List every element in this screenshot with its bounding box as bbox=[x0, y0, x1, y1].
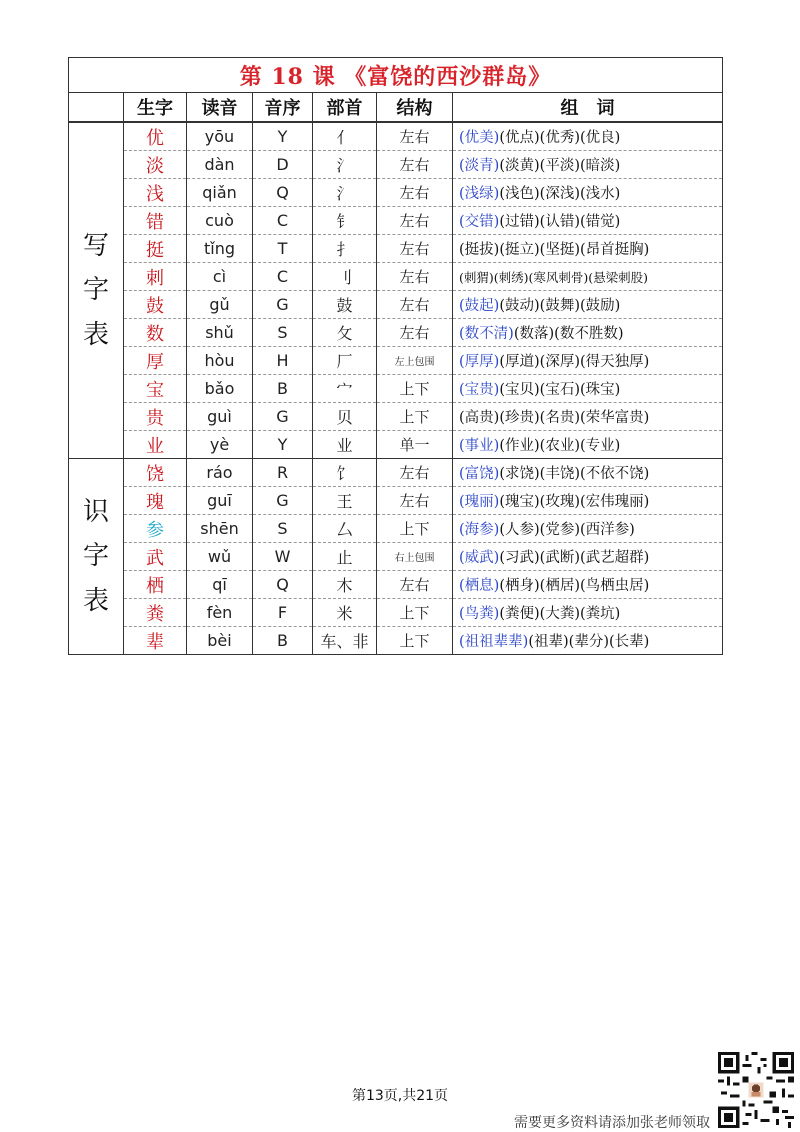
header-pinyin: 读音 bbox=[187, 93, 253, 123]
structure-cell: 上下 bbox=[377, 403, 453, 431]
word-item: (祖祖辈辈) bbox=[459, 634, 529, 650]
word-item: (粪坑) bbox=[579, 606, 621, 622]
table-row bbox=[69, 179, 723, 207]
radical-cell: 厶 bbox=[313, 515, 377, 543]
pinyin-cell: dàn bbox=[187, 151, 253, 179]
initial-letter-cell: G bbox=[253, 403, 313, 431]
word-item: (玫瑰) bbox=[539, 494, 580, 510]
radical-cell: 氵 bbox=[313, 179, 377, 207]
words-cell bbox=[453, 319, 723, 347]
word-item: (优美) bbox=[459, 130, 500, 146]
words-cell bbox=[453, 291, 723, 319]
word-item: (浅绿) bbox=[459, 186, 500, 202]
words-cell bbox=[453, 122, 723, 151]
word-item: (事业) bbox=[459, 438, 500, 454]
vocabulary-table bbox=[68, 57, 723, 655]
word-item: (悬梁刺股) bbox=[588, 269, 649, 285]
initial-letter-cell: Q bbox=[253, 571, 313, 599]
word-item: (数落) bbox=[513, 326, 555, 342]
table-row bbox=[69, 207, 723, 235]
header-blank bbox=[69, 93, 124, 123]
word-item: (高贵) bbox=[459, 410, 500, 426]
word-item: (浅水) bbox=[579, 186, 621, 202]
radical-cell: 厂 bbox=[313, 347, 377, 375]
words-cell bbox=[453, 627, 723, 655]
words-cell bbox=[453, 403, 723, 431]
radical-cell: 车、非 bbox=[313, 627, 377, 655]
structure-cell: 左上包围 bbox=[377, 347, 453, 375]
radical-cell: 王 bbox=[313, 487, 377, 515]
initial-letter-cell: C bbox=[253, 207, 313, 235]
pinyin-cell: yōu bbox=[187, 122, 253, 151]
pinyin-cell: shēn bbox=[187, 515, 253, 543]
pinyin-cell: ráo bbox=[187, 459, 253, 487]
structure-cell: 左右 bbox=[377, 235, 453, 263]
character-cell: 粪 bbox=[124, 599, 187, 627]
qr-code-icon bbox=[718, 1052, 794, 1128]
initial-letter-cell: G bbox=[253, 291, 313, 319]
pinyin-cell: hòu bbox=[187, 347, 253, 375]
pinyin-cell: tǐng bbox=[187, 235, 253, 263]
words-cell bbox=[453, 207, 723, 235]
table-row bbox=[69, 459, 723, 487]
pinyin-cell: guì bbox=[187, 403, 253, 431]
table-row bbox=[69, 319, 723, 347]
word-item: (交错) bbox=[459, 214, 500, 230]
table-row bbox=[69, 263, 723, 291]
table-row bbox=[69, 403, 723, 431]
radical-cell: 钅 bbox=[313, 207, 377, 235]
character-cell: 刺 bbox=[124, 263, 187, 291]
table-row bbox=[69, 347, 723, 375]
character-cell: 淡 bbox=[124, 151, 187, 179]
word-item: (党参) bbox=[539, 522, 580, 538]
table-row bbox=[69, 235, 723, 263]
word-item: (鸟粪) bbox=[459, 606, 500, 622]
structure-cell: 左右 bbox=[377, 179, 453, 207]
word-item: (数不清) bbox=[459, 326, 514, 342]
words-cell bbox=[453, 431, 723, 459]
words-cell bbox=[453, 375, 723, 403]
word-item: (得天独厚) bbox=[579, 354, 650, 370]
header-structure: 结构 bbox=[377, 93, 453, 123]
radical-cell: 刂 bbox=[313, 263, 377, 291]
words-cell bbox=[453, 235, 723, 263]
word-item: (宏伟瑰丽) bbox=[579, 494, 650, 510]
word-item: (鼓起) bbox=[459, 298, 500, 314]
group-label-char: 表 bbox=[82, 585, 109, 616]
word-item: (错觉) bbox=[579, 214, 621, 230]
structure-cell: 上下 bbox=[377, 627, 453, 655]
structure-cell: 左右 bbox=[377, 459, 453, 487]
character-cell: 鼓 bbox=[124, 291, 187, 319]
header-words: 组 词 bbox=[453, 93, 723, 123]
words-cell bbox=[453, 543, 723, 571]
word-item: (过错) bbox=[499, 214, 540, 230]
initial-letter-cell: Y bbox=[253, 431, 313, 459]
word-item: (深浅) bbox=[539, 186, 580, 202]
initial-letter-cell: C bbox=[253, 263, 313, 291]
word-item: (求饶) bbox=[499, 466, 540, 482]
initial-letter-cell: B bbox=[253, 627, 313, 655]
pinyin-cell: cì bbox=[187, 263, 253, 291]
words-cell bbox=[453, 263, 723, 291]
table-row bbox=[69, 599, 723, 627]
structure-cell: 左右 bbox=[377, 571, 453, 599]
word-item: (挺立) bbox=[499, 242, 540, 258]
word-item: (刺猬) bbox=[459, 269, 494, 285]
word-item: (平淡) bbox=[539, 158, 580, 174]
word-item: (作业) bbox=[499, 438, 540, 454]
structure-cell: 右上包围 bbox=[377, 543, 453, 571]
words-cell bbox=[453, 151, 723, 179]
word-item: (习武) bbox=[499, 550, 540, 566]
radical-cell: 鼓 bbox=[313, 291, 377, 319]
word-item: (坚挺) bbox=[539, 242, 580, 258]
word-item: (宝贵) bbox=[459, 382, 500, 398]
word-item: (栖身) bbox=[499, 578, 540, 594]
table-row bbox=[69, 375, 723, 403]
character-cell: 辈 bbox=[124, 627, 187, 655]
words-cell bbox=[453, 515, 723, 543]
words-cell bbox=[453, 487, 723, 515]
initial-letter-cell: S bbox=[253, 515, 313, 543]
structure-cell: 左右 bbox=[377, 487, 453, 515]
initial-letter-cell: R bbox=[253, 459, 313, 487]
radical-cell: 攵 bbox=[313, 319, 377, 347]
word-item: (名贵) bbox=[539, 410, 580, 426]
structure-cell: 左右 bbox=[377, 122, 453, 151]
pinyin-cell: guī bbox=[187, 487, 253, 515]
table-row bbox=[69, 487, 723, 515]
character-cell: 浅 bbox=[124, 179, 187, 207]
character-cell: 业 bbox=[124, 431, 187, 459]
word-item: (优秀) bbox=[539, 130, 580, 146]
word-item: (淡黄) bbox=[499, 158, 540, 174]
table-row bbox=[69, 291, 723, 319]
initial-letter-cell: G bbox=[253, 487, 313, 515]
words-cell bbox=[453, 459, 723, 487]
word-item: (不依不饶) bbox=[579, 466, 650, 482]
character-cell: 栖 bbox=[124, 571, 187, 599]
structure-cell: 上下 bbox=[377, 375, 453, 403]
group-label-char: 字 bbox=[82, 275, 109, 306]
words-cell bbox=[453, 179, 723, 207]
table-row bbox=[69, 627, 723, 655]
pinyin-cell: shǔ bbox=[187, 319, 253, 347]
structure-cell: 左右 bbox=[377, 207, 453, 235]
initial-letter-cell: T bbox=[253, 235, 313, 263]
table-body bbox=[69, 122, 723, 655]
word-item: (珍贵) bbox=[499, 410, 540, 426]
word-item: (厚道) bbox=[499, 354, 540, 370]
structure-cell: 左右 bbox=[377, 151, 453, 179]
initial-letter-cell: B bbox=[253, 375, 313, 403]
pinyin-cell: bǎo bbox=[187, 375, 253, 403]
structure-cell: 左右 bbox=[377, 263, 453, 291]
pinyin-cell: gǔ bbox=[187, 291, 253, 319]
table-row bbox=[69, 151, 723, 179]
structure-cell: 单一 bbox=[377, 431, 453, 459]
group-label-char: 写 bbox=[82, 231, 109, 262]
word-item: (专业) bbox=[579, 438, 621, 454]
radical-cell: 氵 bbox=[313, 151, 377, 179]
initial-letter-cell: Q bbox=[253, 179, 313, 207]
group-label-char: 表 bbox=[82, 319, 109, 350]
words-cell bbox=[453, 571, 723, 599]
word-item: (深厚) bbox=[539, 354, 580, 370]
pinyin-cell: cuò bbox=[187, 207, 253, 235]
footer-note: 需要更多资料请添加张老师领取 bbox=[514, 1115, 710, 1131]
header-radical: 部首 bbox=[313, 93, 377, 123]
structure-cell: 上下 bbox=[377, 599, 453, 627]
initial-letter-cell: H bbox=[253, 347, 313, 375]
structure-cell: 左右 bbox=[377, 319, 453, 347]
radical-cell: 亻 bbox=[313, 122, 377, 151]
group-label bbox=[69, 459, 124, 655]
character-cell: 饶 bbox=[124, 459, 187, 487]
word-item: (栖息) bbox=[459, 578, 500, 594]
word-item: (认错) bbox=[539, 214, 580, 230]
character-cell: 挺 bbox=[124, 235, 187, 263]
initial-letter-cell: Y bbox=[253, 122, 313, 151]
word-item: (栖居) bbox=[539, 578, 580, 594]
word-item: (厚厚) bbox=[459, 354, 500, 370]
radical-cell: 米 bbox=[313, 599, 377, 627]
table-row bbox=[69, 515, 723, 543]
radical-cell: 贝 bbox=[313, 403, 377, 431]
word-item: (宝贝) bbox=[499, 382, 540, 398]
word-item: (优良) bbox=[579, 130, 621, 146]
table-row bbox=[69, 571, 723, 599]
radical-cell: 扌 bbox=[313, 235, 377, 263]
pinyin-cell: fèn bbox=[187, 599, 253, 627]
initial-letter-cell: F bbox=[253, 599, 313, 627]
word-item: (农业) bbox=[539, 438, 580, 454]
word-item: (数不胜数) bbox=[554, 326, 624, 342]
word-item: (刺绣) bbox=[493, 269, 529, 285]
character-cell: 参 bbox=[124, 515, 187, 543]
words-cell bbox=[453, 599, 723, 627]
pinyin-cell: wǔ bbox=[187, 543, 253, 571]
word-item: (淡青) bbox=[459, 158, 500, 174]
word-item: (威武) bbox=[459, 550, 500, 566]
word-item: (寒风刺骨) bbox=[528, 269, 589, 285]
character-cell: 贵 bbox=[124, 403, 187, 431]
word-item: (鸟栖虫居) bbox=[579, 578, 650, 594]
radical-cell: 业 bbox=[313, 431, 377, 459]
word-item: (武艺超群) bbox=[579, 550, 650, 566]
radical-cell: 木 bbox=[313, 571, 377, 599]
page-number: 第13页,共21页 bbox=[351, 1088, 449, 1104]
table-row bbox=[69, 122, 723, 151]
initial-letter-cell: D bbox=[253, 151, 313, 179]
word-item: (鼓动) bbox=[499, 298, 540, 314]
word-item: (西洋参) bbox=[579, 522, 635, 538]
word-item: (大粪) bbox=[539, 606, 580, 622]
character-cell: 错 bbox=[124, 207, 187, 235]
pinyin-cell: bèi bbox=[187, 627, 253, 655]
radical-cell: 宀 bbox=[313, 375, 377, 403]
word-item: (丰饶) bbox=[539, 466, 580, 482]
word-item: (瑰宝) bbox=[499, 494, 540, 510]
character-cell: 厚 bbox=[124, 347, 187, 375]
header-order: 音序 bbox=[253, 93, 313, 123]
table-row bbox=[69, 543, 723, 571]
word-item: (人参) bbox=[499, 522, 540, 538]
word-item: (挺拔) bbox=[459, 242, 500, 258]
group-label-char: 字 bbox=[82, 541, 109, 572]
pinyin-cell: qī bbox=[187, 571, 253, 599]
header-char: 生字 bbox=[124, 93, 187, 123]
word-item: (瑰丽) bbox=[459, 494, 500, 510]
word-item: (昂首挺胸) bbox=[579, 242, 650, 258]
word-item: (荣华富贵) bbox=[579, 410, 650, 426]
word-item: (粪便) bbox=[499, 606, 540, 622]
word-item: (优点) bbox=[499, 130, 540, 146]
structure-cell: 上下 bbox=[377, 515, 453, 543]
word-item: (辈分) bbox=[568, 634, 609, 650]
structure-cell: 左右 bbox=[377, 291, 453, 319]
character-cell: 宝 bbox=[124, 375, 187, 403]
initial-letter-cell: S bbox=[253, 319, 313, 347]
radical-cell: 止 bbox=[313, 543, 377, 571]
character-cell: 瑰 bbox=[124, 487, 187, 515]
word-item: (鼓舞) bbox=[539, 298, 580, 314]
pinyin-cell: qiǎn bbox=[187, 179, 253, 207]
initial-letter-cell: W bbox=[253, 543, 313, 571]
character-cell: 数 bbox=[124, 319, 187, 347]
word-item: (珠宝) bbox=[579, 382, 621, 398]
table-row bbox=[69, 431, 723, 459]
radical-cell: 饣 bbox=[313, 459, 377, 487]
group-label-char: 识 bbox=[82, 497, 109, 528]
word-item: (武断) bbox=[539, 550, 580, 566]
pinyin-cell: yè bbox=[187, 431, 253, 459]
words-cell bbox=[453, 347, 723, 375]
word-item: (宝石) bbox=[539, 382, 580, 398]
character-cell: 武 bbox=[124, 543, 187, 571]
word-item: (浅色) bbox=[499, 186, 540, 202]
word-item: (长辈) bbox=[608, 634, 650, 650]
word-item: (海参) bbox=[459, 522, 500, 538]
word-item: (祖辈) bbox=[528, 634, 569, 650]
word-item: (富饶) bbox=[459, 466, 500, 482]
word-item: (暗淡) bbox=[579, 158, 621, 174]
word-item: (鼓励) bbox=[579, 298, 621, 314]
lesson-title: 第 18 课 《富饶的西沙群岛》 bbox=[69, 58, 723, 93]
character-cell: 优 bbox=[124, 122, 187, 151]
group-label bbox=[69, 122, 124, 459]
